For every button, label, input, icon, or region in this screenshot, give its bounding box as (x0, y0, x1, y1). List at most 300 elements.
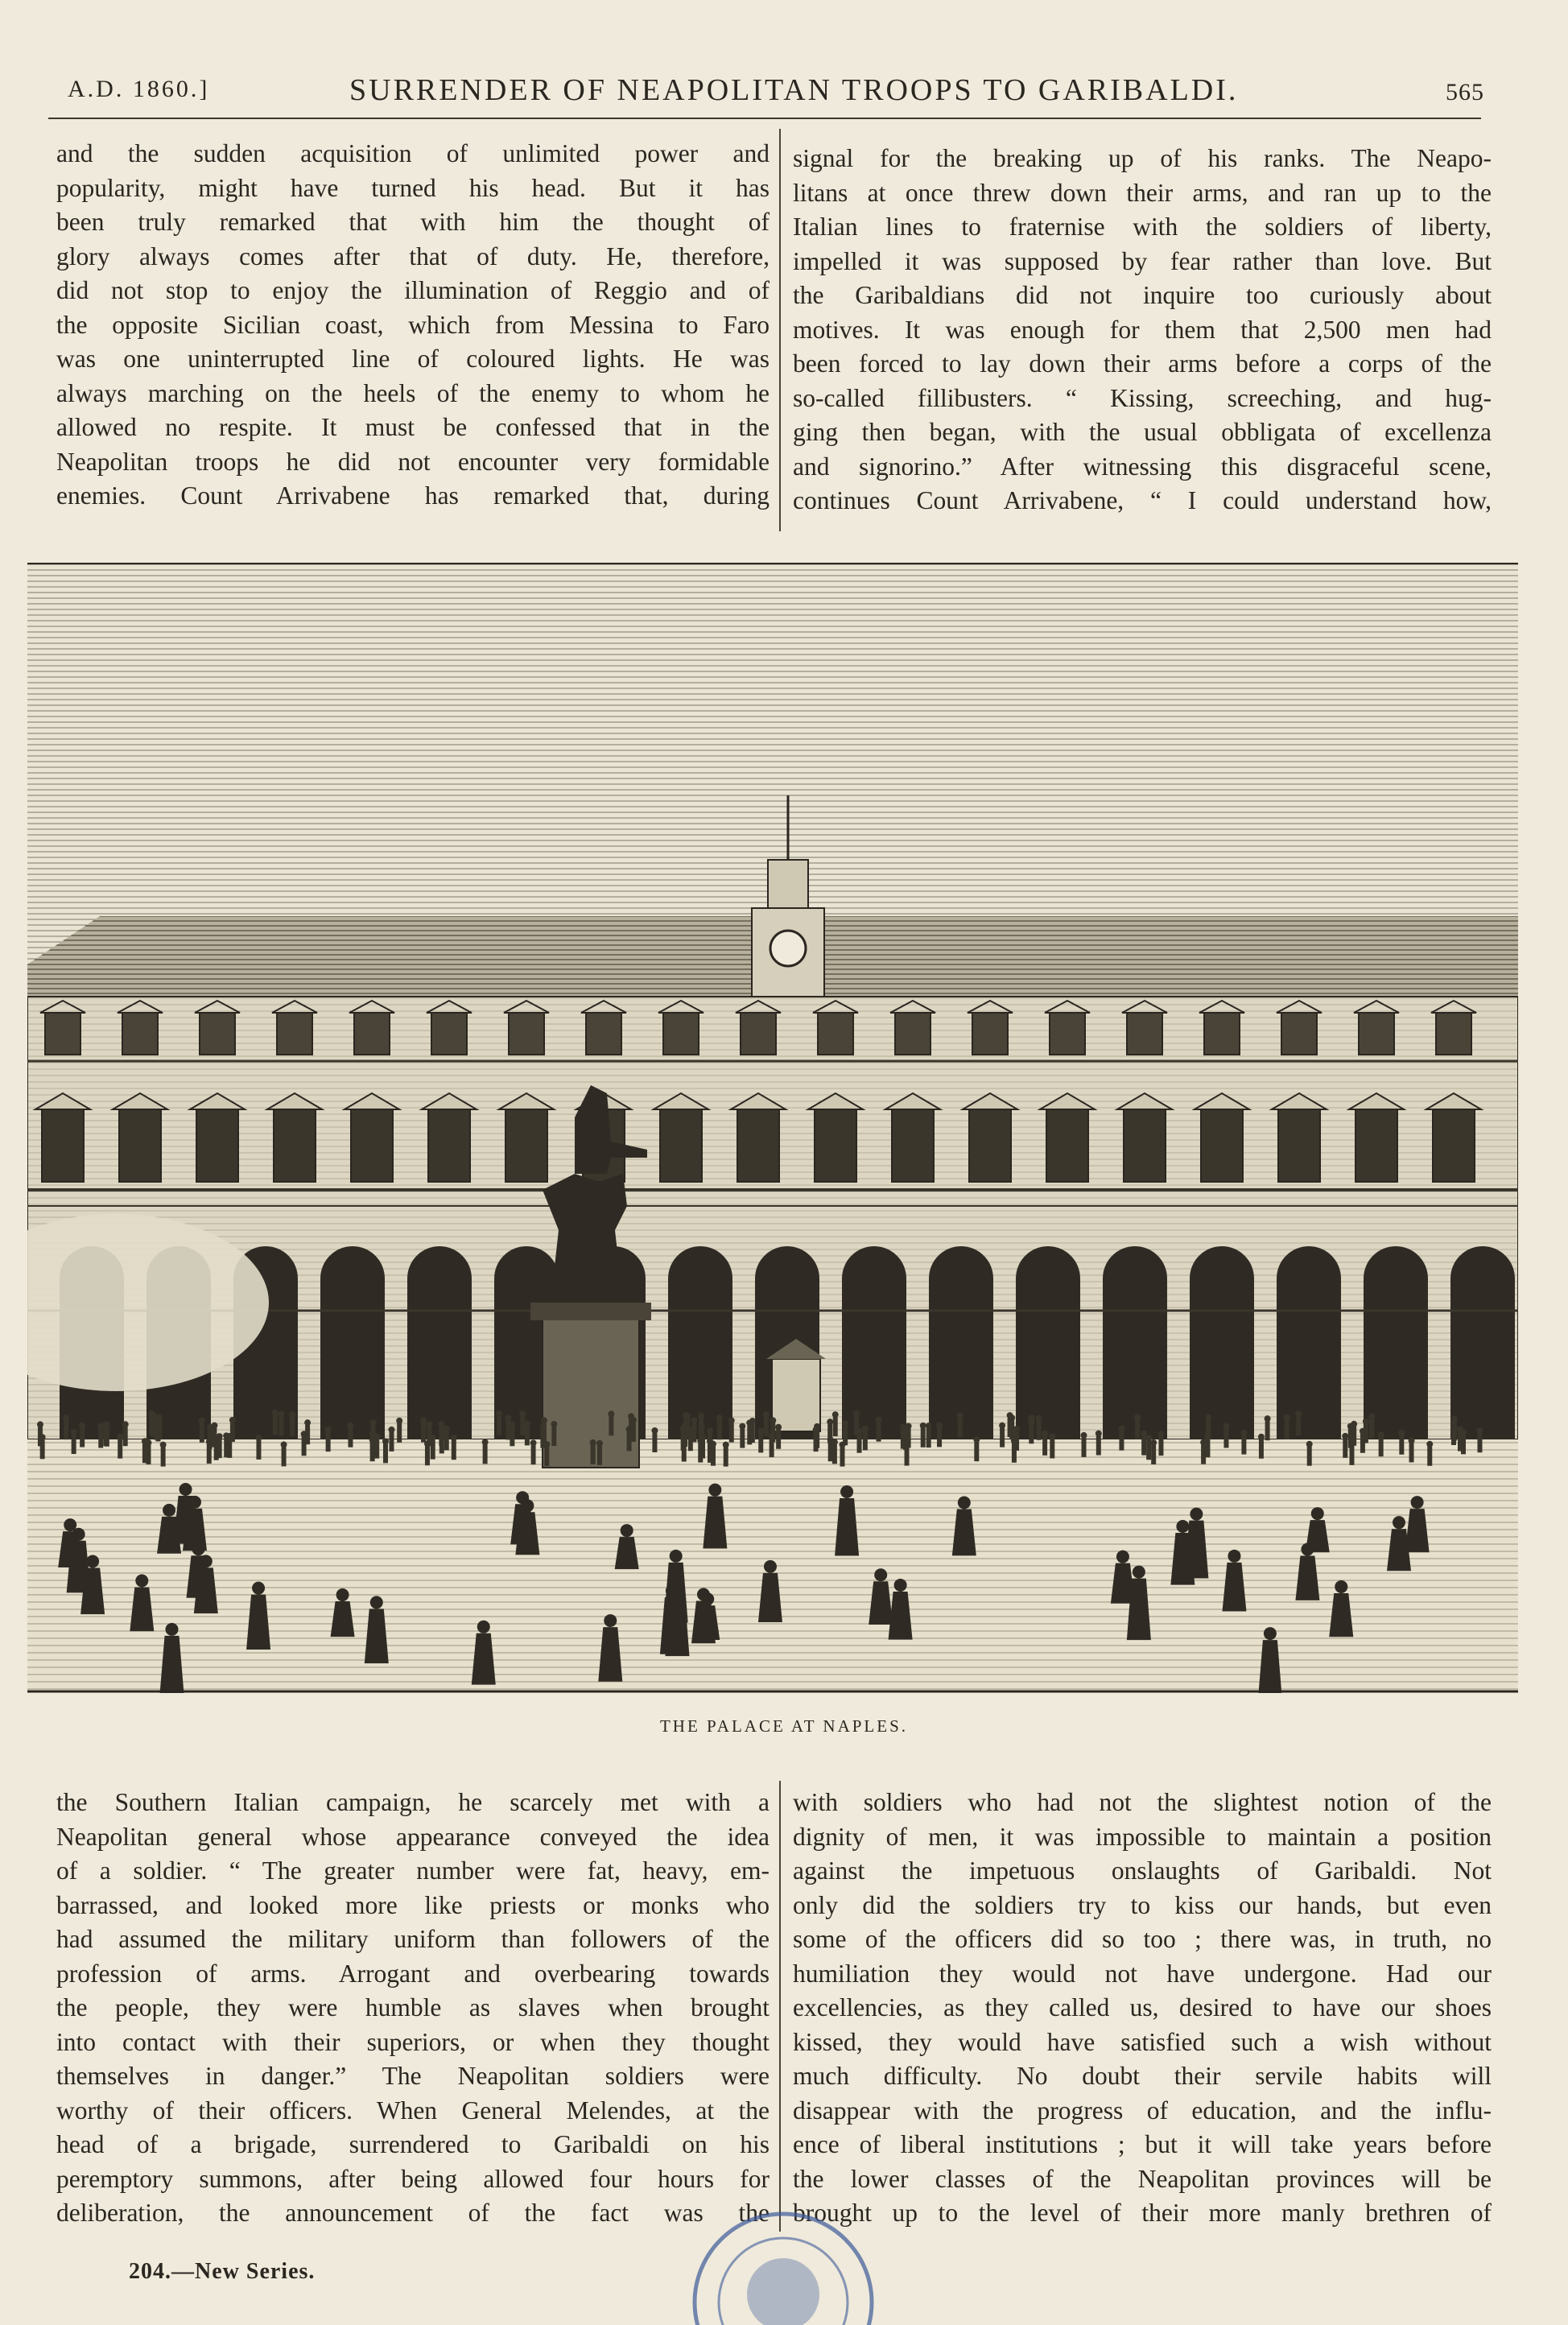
figure (118, 1439, 122, 1459)
window (663, 1013, 699, 1055)
figure-head (336, 1588, 349, 1601)
figure-head (521, 1499, 534, 1512)
figure (273, 1415, 278, 1435)
figure (1151, 1445, 1156, 1464)
figure (1201, 1445, 1206, 1464)
text-line: the Southern Italian campaign, he scarcely met with a (56, 1788, 770, 1816)
figure (161, 1447, 166, 1467)
window (737, 1109, 779, 1182)
figure (282, 1447, 287, 1466)
page-number: 565 (1446, 79, 1484, 105)
text-line: Neapolitan general whose appearance conveyed the idea (56, 1822, 770, 1851)
figure (1265, 1421, 1270, 1440)
figure-head (122, 1421, 129, 1427)
figure-head (382, 1438, 389, 1444)
text-line: popularity, might have turned his head. But it has (56, 173, 770, 202)
figure (729, 1423, 734, 1442)
text-line: ence of liberal institutions ; but it will take years before (793, 2130, 1492, 2158)
figure-head (684, 1412, 691, 1419)
figure-head (1409, 1437, 1415, 1443)
figure (627, 1431, 632, 1451)
figure (832, 1444, 837, 1464)
window (351, 1109, 393, 1182)
figure-head (1190, 1508, 1203, 1521)
figure (427, 1427, 431, 1446)
text-line: had assumed the military uniform than followers of the (56, 1925, 770, 1953)
arch (1450, 1246, 1515, 1439)
figure-head (420, 1417, 427, 1423)
figure (840, 1447, 844, 1467)
column-divider-bottom (779, 1781, 781, 2232)
figure-head (839, 1442, 845, 1448)
figure-head (894, 1579, 907, 1592)
figure (123, 1427, 128, 1446)
text-line: much difficulty. No doubt their servile habits will (793, 2062, 1492, 2090)
running-head (68, 72, 1484, 109)
figure (1081, 1438, 1086, 1457)
figure-head (1228, 1550, 1240, 1563)
figure (551, 1427, 556, 1446)
figure (544, 1447, 549, 1466)
text-line: peremptory summons, after being allowed four hours for (56, 2164, 770, 2193)
figure (1009, 1420, 1014, 1439)
figure-head (223, 1432, 229, 1439)
figure-head (697, 1588, 710, 1600)
text-line: against the impetuous onslaughts of Garibaldi. Not (793, 1856, 1492, 1885)
figure-head (301, 1431, 307, 1437)
figure-head (39, 1434, 46, 1440)
text-line: and the sudden acquisition of unlimited power and (56, 139, 770, 167)
figure (290, 1417, 295, 1436)
figure-head (769, 1432, 775, 1439)
figure-head (697, 1438, 704, 1444)
figure-head (199, 1418, 205, 1424)
text-line: enemies. Count Arrivabene has remarked that, during (56, 481, 770, 510)
figure-head (853, 1410, 860, 1417)
figure (764, 1417, 769, 1436)
figure (302, 1436, 307, 1456)
window (200, 1013, 235, 1055)
figure-head (1301, 1543, 1314, 1556)
figure (207, 1444, 212, 1464)
figure (717, 1420, 722, 1439)
figure-head (1240, 1430, 1247, 1436)
figure-head (670, 1550, 683, 1563)
figure (827, 1424, 832, 1443)
text-line: glory always comes after that of duty. He, therefore, (56, 242, 770, 270)
figure-head (252, 1582, 265, 1595)
figure-head (530, 1439, 537, 1446)
text-line: was one uninterrupted line of coloured lights. He was (56, 345, 770, 373)
window (741, 1013, 776, 1055)
figure-head (1205, 1414, 1211, 1420)
window (122, 1013, 158, 1055)
figure-head (1460, 1429, 1467, 1435)
figure-head (1223, 1423, 1229, 1429)
window (428, 1109, 470, 1182)
figure-head (369, 1430, 376, 1436)
figure (1369, 1419, 1374, 1438)
figure-head (229, 1417, 236, 1423)
figure-head (206, 1439, 213, 1445)
figure-head (1009, 1414, 1015, 1421)
text-line: themselves in danger.” The Neapolitan soldiers were (56, 2062, 770, 2090)
figure (1351, 1427, 1356, 1446)
column-top-right (793, 142, 1492, 518)
figure-head (551, 1421, 557, 1427)
figure (597, 1446, 602, 1465)
figure-head (1411, 1496, 1424, 1509)
window (42, 1109, 84, 1182)
text-line: deliberation, the announcement of the fact was the (56, 2199, 770, 2227)
figure-head (1335, 1580, 1347, 1593)
column-bottom-left (56, 1786, 770, 2231)
figure-head (304, 1419, 311, 1426)
figure (685, 1418, 690, 1437)
window (509, 1013, 544, 1055)
arch (1190, 1246, 1254, 1439)
figure-head (1013, 1426, 1020, 1432)
figure (698, 1443, 703, 1463)
figure (776, 1430, 781, 1449)
text-line: brought up to the level of their more manly brethren of (793, 2199, 1492, 2227)
running-head-title: SURRENDER OF NEAPOLITAN TROOPS TO GARIBALDI. (349, 73, 1239, 107)
figure (1135, 1419, 1140, 1439)
text-line: worthy of their officers. When General Melendes, at the (56, 2096, 770, 2125)
arch (320, 1246, 385, 1439)
figure-head (451, 1435, 457, 1441)
figure (958, 1418, 963, 1437)
figure-head (651, 1427, 658, 1434)
figure (374, 1439, 379, 1459)
window (972, 1013, 1008, 1055)
figure (142, 1443, 147, 1463)
figure (708, 1433, 712, 1452)
window (119, 1109, 161, 1182)
arch (1103, 1246, 1167, 1439)
figure-head (1450, 1420, 1457, 1427)
text-line: always marching on the heels of the enemy to whom he (56, 378, 770, 407)
figure-head (289, 1411, 295, 1418)
figure-head (160, 1442, 167, 1448)
window (277, 1013, 312, 1055)
figure (857, 1434, 862, 1453)
figure-head (1265, 1415, 1271, 1422)
window (892, 1109, 934, 1182)
figure-head (973, 1436, 980, 1443)
figure (926, 1428, 931, 1447)
figure (1119, 1431, 1124, 1451)
figure-head (1157, 1431, 1164, 1437)
figure (217, 1439, 222, 1458)
window (895, 1013, 930, 1055)
figure (652, 1433, 657, 1452)
figure (1379, 1437, 1384, 1456)
figure (212, 1428, 217, 1447)
window (1127, 1013, 1162, 1055)
figure (200, 1423, 204, 1443)
figure-head (842, 1420, 848, 1427)
figure (348, 1428, 353, 1447)
figure-head (37, 1421, 43, 1427)
text-line: dignity of men, it was impossible to maintain a position (793, 1822, 1492, 1851)
figure-head (142, 1438, 148, 1444)
figure (1029, 1424, 1034, 1443)
figure-head (1176, 1520, 1189, 1533)
figure-head (757, 1427, 764, 1434)
figure-head (1042, 1431, 1048, 1437)
window (196, 1109, 238, 1182)
figure (691, 1423, 696, 1442)
figure-head (728, 1417, 735, 1423)
text-line: of a soldier. “ The greater number were fat, heavy, em- (56, 1856, 770, 1885)
figure-head (763, 1411, 770, 1418)
figure (1205, 1438, 1210, 1457)
figure-head (1028, 1419, 1034, 1425)
figure (389, 1432, 394, 1452)
figure-head (255, 1435, 262, 1441)
figure-head (691, 1417, 697, 1423)
text-line: excellencies, as they called us, desired to have our shoes (793, 1993, 1492, 2021)
figure-head (936, 1422, 943, 1428)
clock-face-icon (770, 931, 806, 966)
figure (833, 1417, 838, 1436)
text-line: Neapolitan troops he did not encounter very formidable (56, 447, 770, 476)
figure-head (813, 1427, 819, 1433)
figure-head (524, 1420, 530, 1427)
figure-head (426, 1421, 432, 1427)
figure (937, 1427, 942, 1447)
arch (1277, 1246, 1341, 1439)
figure (40, 1439, 45, 1459)
window (431, 1013, 467, 1055)
text-line: Italian lines to fraternise with the soldiers of liberty, (793, 213, 1492, 241)
figure-head (874, 1568, 887, 1581)
figure-head (179, 1483, 192, 1496)
figure (1461, 1435, 1466, 1454)
text-line: the lower classes of the Neapolitan provinces will be (793, 2164, 1492, 2193)
figure (256, 1440, 261, 1460)
figure (877, 1423, 881, 1442)
figure-head (716, 1414, 723, 1421)
text-line: disappear with the progress of education, and the influ- (793, 2096, 1492, 2125)
figure (1158, 1436, 1163, 1456)
text-line: continues Count Arrivabene, “ I could understand how, (793, 486, 1492, 514)
window (1124, 1109, 1166, 1182)
figure-head (200, 1555, 213, 1567)
text-line: barrassed, and looked more like priests or monks who (56, 1890, 770, 1919)
text-line: signal for the breaking up of his ranks. The Neapo- (793, 144, 1492, 172)
figure (828, 1442, 833, 1461)
figure-head (1311, 1507, 1324, 1520)
figure-head (71, 1429, 77, 1435)
figure-head (135, 1574, 148, 1587)
figure (1451, 1426, 1456, 1445)
figure-head (188, 1496, 201, 1509)
figure-head (519, 1410, 526, 1417)
figure-head (920, 1423, 926, 1429)
figure-head (630, 1417, 637, 1423)
figure-head (477, 1621, 490, 1633)
figure-head (1118, 1426, 1124, 1432)
figure-head (698, 1413, 704, 1419)
figure-head (856, 1428, 863, 1435)
figure (1296, 1416, 1301, 1435)
figure (279, 1416, 283, 1435)
figure (863, 1431, 868, 1450)
figure-head (827, 1419, 833, 1425)
figure-head (281, 1441, 287, 1447)
arch (668, 1246, 732, 1439)
arch (842, 1246, 906, 1439)
figure (1014, 1431, 1019, 1451)
text-line: the opposite Sicilian coast, which from Messina to Faro (56, 310, 770, 339)
figure (444, 1431, 449, 1451)
figure-head (63, 1414, 69, 1421)
figure-head (156, 1414, 163, 1421)
text-line: some of the officers did so too ; there was, in truth, no (793, 1925, 1492, 1953)
figure-head (79, 1423, 85, 1429)
window (1281, 1013, 1317, 1055)
window (1359, 1013, 1394, 1055)
figure (421, 1423, 426, 1442)
figure (631, 1423, 636, 1442)
figure-head (1363, 1419, 1369, 1425)
figure-head (505, 1414, 511, 1421)
figure-head (278, 1410, 284, 1417)
window (1355, 1109, 1397, 1182)
figure (1096, 1436, 1101, 1456)
figure-head (1150, 1439, 1157, 1446)
text-line: did not stop to enjoy the illumination of Reggio and of (56, 276, 770, 304)
figure-head (1351, 1421, 1357, 1427)
window (505, 1109, 547, 1182)
figure (747, 1425, 752, 1444)
figure-head (1264, 1627, 1277, 1640)
text-line: humiliation they would not have undergone. Had our (793, 1959, 1492, 1988)
figure (326, 1432, 331, 1452)
figure-head (1258, 1434, 1265, 1440)
figure-head (482, 1439, 489, 1445)
window (660, 1109, 702, 1182)
figure (1241, 1435, 1246, 1455)
figure-head (1284, 1414, 1290, 1421)
figure-head (347, 1423, 353, 1429)
arch (1364, 1246, 1428, 1439)
window (1201, 1109, 1243, 1182)
figure-head (1295, 1410, 1302, 1417)
signature-mark: 204.—New Series. (129, 2259, 316, 2284)
figure (814, 1432, 819, 1452)
figure-head (217, 1433, 223, 1439)
figure-head (102, 1421, 109, 1427)
figure-head (272, 1410, 279, 1416)
figure-head (723, 1442, 729, 1448)
figure (425, 1446, 430, 1465)
figure (724, 1447, 728, 1467)
figure (1050, 1439, 1054, 1458)
figure-head (707, 1427, 713, 1434)
figure-head (608, 1410, 614, 1417)
figure (1477, 1433, 1482, 1452)
figure (1360, 1434, 1365, 1453)
text-line: with soldiers who had not the slightest notion of the (793, 1788, 1492, 1816)
figure-head (604, 1614, 617, 1627)
figure-head (699, 1424, 705, 1431)
window (1204, 1013, 1240, 1055)
figure (383, 1443, 388, 1463)
running-head-date: A.D. 1860.] (68, 76, 210, 102)
arch (929, 1246, 993, 1439)
figure-head (764, 1560, 777, 1573)
figure-head (775, 1424, 782, 1431)
header-rule (48, 118, 1481, 119)
figure (921, 1428, 926, 1447)
window (354, 1013, 390, 1055)
figure-head (739, 1423, 745, 1430)
figure (1399, 1435, 1404, 1455)
figure-head (1080, 1432, 1087, 1439)
figure (1307, 1447, 1312, 1466)
figure-head (1306, 1441, 1313, 1447)
figure-head (163, 1504, 175, 1517)
figure-head (958, 1496, 971, 1509)
text-line: allowed no respite. It must be confessed that in the (56, 413, 770, 441)
figure-head (370, 1419, 377, 1426)
figure (525, 1426, 530, 1445)
text-line: profession of arms. Arrogant and overbearing towards (56, 1959, 770, 1988)
figure-head (325, 1427, 332, 1433)
window (1046, 1109, 1088, 1182)
figure-head (370, 1596, 383, 1609)
figure (905, 1447, 910, 1466)
figure (483, 1444, 488, 1464)
figure-head (439, 1428, 445, 1435)
figure-head (438, 1421, 444, 1427)
text-line: ging then began, with the usual obbligata of excellenza (793, 418, 1492, 446)
window (1436, 1013, 1471, 1055)
figure-head (926, 1423, 932, 1429)
text-line: impelled it was supposed by fear rather than love. But (793, 246, 1492, 275)
figure-head (876, 1417, 882, 1423)
figure-head (1133, 1566, 1145, 1579)
figure-head (1360, 1428, 1366, 1435)
figure (497, 1416, 501, 1435)
text-line: been forced to lay down their arms before a corps of the (793, 349, 1492, 378)
figure-head (708, 1484, 721, 1497)
figure-head (1141, 1431, 1147, 1437)
figure-head (496, 1410, 502, 1417)
figure-head (1378, 1431, 1384, 1438)
figure (1409, 1443, 1414, 1462)
figure-head (541, 1417, 547, 1423)
text-line: the people, they were humble as slaves when brought (56, 1993, 770, 2021)
figure-head (904, 1441, 910, 1447)
figure-head (1368, 1413, 1375, 1419)
figure-head (166, 1623, 179, 1636)
figure-head (543, 1441, 550, 1447)
figure (1343, 1439, 1347, 1458)
figure (1042, 1436, 1047, 1456)
library-stamp-icon (666, 2206, 900, 2325)
text-line: been truly remarked that with him the thought of (56, 208, 770, 236)
figure (1259, 1439, 1264, 1459)
figure (98, 1428, 103, 1447)
window (1433, 1109, 1475, 1182)
figure-head (1393, 1516, 1405, 1529)
figure (531, 1445, 536, 1464)
figure-head (902, 1425, 909, 1431)
